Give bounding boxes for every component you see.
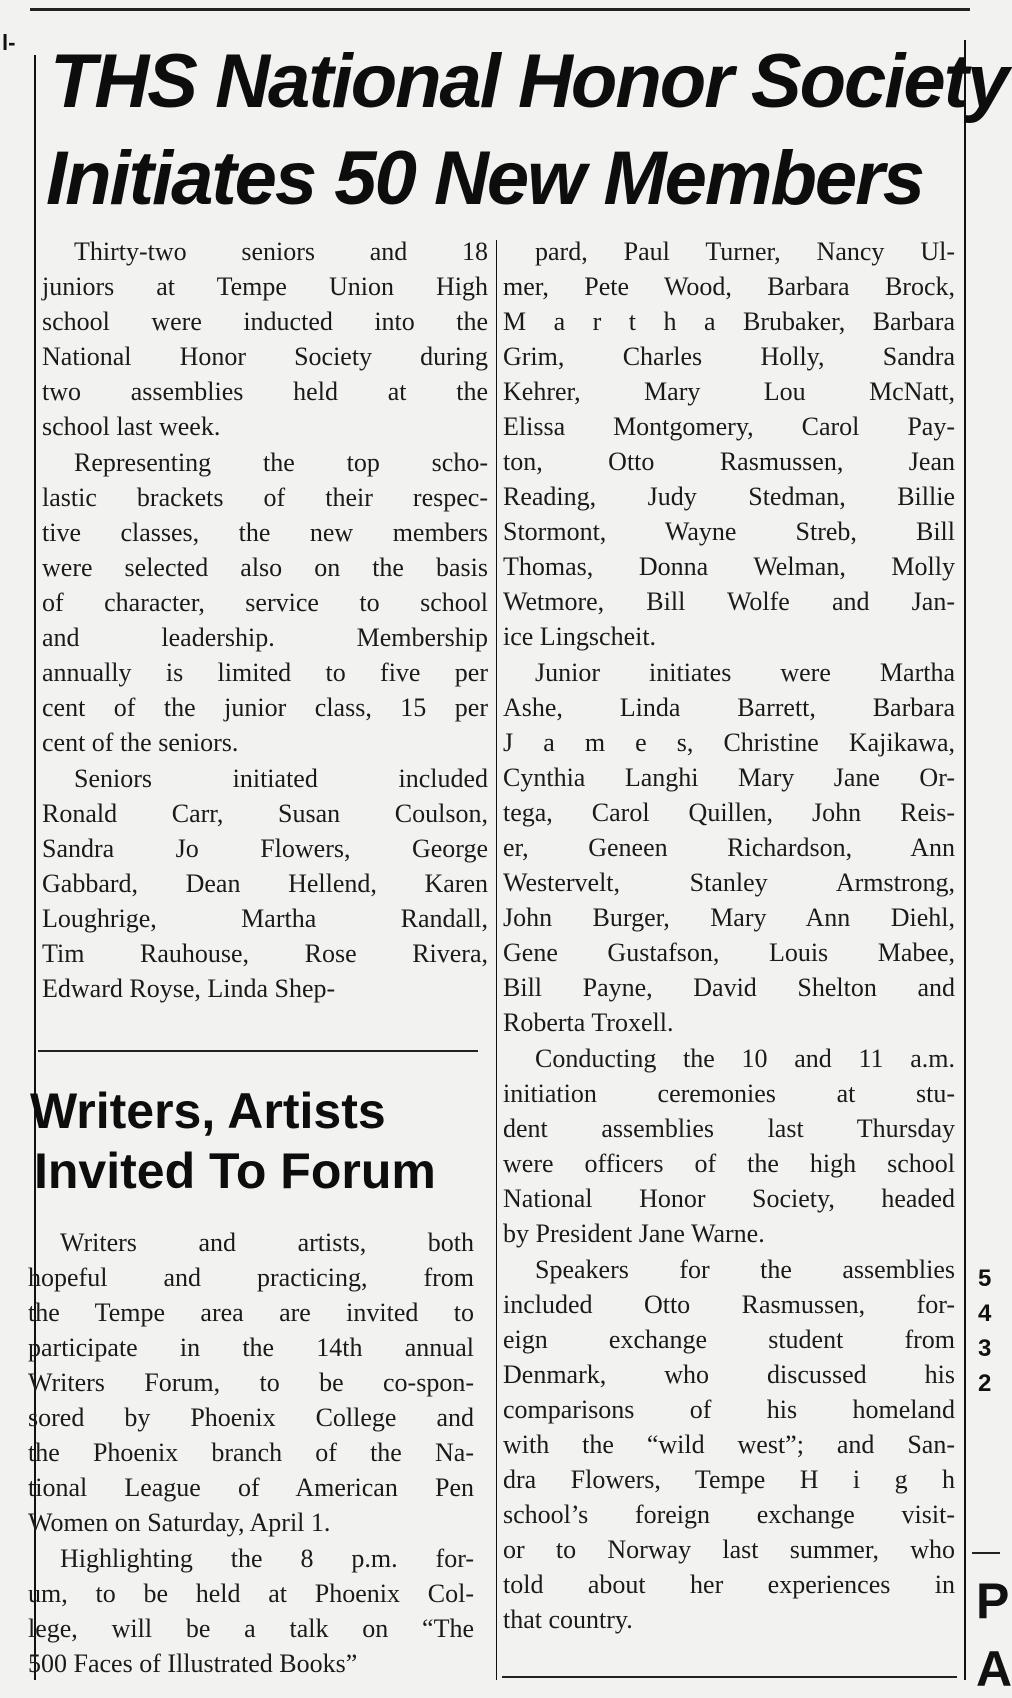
text-line: pard, Paul Turner, Nancy Ul- xyxy=(535,237,955,266)
text-line: the Phoenix branch of the Na- xyxy=(28,1438,474,1467)
main-article-left-column xyxy=(42,234,488,1007)
paragraph xyxy=(28,1541,474,1681)
paragraph xyxy=(42,761,488,1006)
text-line: J a m e s, Christine Kajikawa, xyxy=(503,728,955,757)
text-line: by President Jane Warne. xyxy=(503,1219,765,1248)
text-line: with the “wild west”; and San- xyxy=(503,1430,955,1459)
right-edge-number: 5 xyxy=(978,1265,992,1292)
text-line: tega, Carol Quillen, John Reis- xyxy=(503,798,955,827)
text-line: National Honor Society, headed xyxy=(503,1184,955,1213)
text-line: school last week. xyxy=(42,412,221,441)
text-line: tive classes, the new members xyxy=(42,518,488,547)
right-edge-letter: P xyxy=(976,1573,1010,1629)
text-line: told about her experiences in xyxy=(503,1570,955,1599)
text-line: the Tempe area are invited to xyxy=(28,1298,474,1327)
text-line: Elissa Montgomery, Carol Pay- xyxy=(503,412,955,441)
text-line: tional League of American Pen xyxy=(28,1473,474,1502)
text-line: mer, Pete Wood, Barbara Brock, xyxy=(503,272,955,301)
paragraph xyxy=(503,1252,955,1637)
text-line: ice Lingscheit. xyxy=(503,622,657,651)
margin-rule xyxy=(972,1552,1000,1554)
text-line: Bill Payne, David Shelton and xyxy=(503,973,955,1002)
text-line: Thomas, Donna Welman, Molly xyxy=(503,552,955,581)
text-line: school’s foreign exchange visit- xyxy=(503,1500,955,1529)
text-line: Ashe, Linda Barrett, Barbara xyxy=(503,693,955,722)
end-rule xyxy=(502,1676,957,1678)
text-line: Writers Forum, to be co-spon- xyxy=(28,1368,474,1397)
text-line: of character, service to school xyxy=(42,588,488,617)
text-line: participate in the 14th annual xyxy=(28,1333,474,1362)
text-line: school were inducted into the xyxy=(42,307,488,336)
top-rule xyxy=(30,8,970,11)
main-article-right-column xyxy=(503,234,955,1638)
main-headline-line: THS National Honor Society xyxy=(50,39,1008,124)
paragraph xyxy=(28,1225,474,1540)
text-line: dra Flowers, Tempe H i g h xyxy=(503,1465,955,1494)
main-headline-line: Initiates 50 New Members xyxy=(46,136,924,221)
paragraph xyxy=(503,655,955,1040)
text-line: Reading, Judy Stedman, Billie xyxy=(503,482,955,511)
text-line: John Burger, Mary Ann Diehl, xyxy=(503,903,955,932)
text-line: Conducting the 10 and 11 a.m. xyxy=(535,1044,955,1073)
text-line: cent of the seniors. xyxy=(42,728,239,757)
text-line: Women on Saturday, April 1. xyxy=(28,1508,331,1537)
text-line: initiation ceremonies at stu- xyxy=(503,1079,955,1108)
text-line: er, Geneen Richardson, Ann xyxy=(503,833,955,862)
text-line: two assemblies held at the xyxy=(42,377,488,406)
text-line: comparisons of his homeland xyxy=(503,1395,955,1424)
text-line: were selected also on the basis xyxy=(42,553,488,582)
text-line: Loughrige, Martha Randall, xyxy=(42,904,488,933)
paragraph xyxy=(503,234,955,654)
text-line: sored by Phoenix College and xyxy=(28,1403,474,1432)
text-line: juniors at Tempe Union High xyxy=(42,272,488,301)
right-edge-number: 2 xyxy=(978,1370,992,1397)
text-line: Tim Rauhouse, Rose Rivera, xyxy=(42,939,488,968)
paragraph xyxy=(503,1041,955,1251)
text-line: Ronald Carr, Susan Coulson, xyxy=(42,799,488,828)
text-line: Gene Gustafson, Louis Mabee, xyxy=(503,938,955,967)
right-edge-number: 3 xyxy=(978,1335,992,1362)
text-line: Stormont, Wayne Streb, Bill xyxy=(503,517,955,546)
text-line: Westervelt, Stanley Armstrong, xyxy=(503,868,955,897)
text-line: Gabbard, Dean Hellend, Karen xyxy=(42,869,488,898)
paragraph xyxy=(42,445,488,760)
text-line: lege, will be a talk on “The xyxy=(28,1614,474,1643)
right-border xyxy=(964,40,966,1680)
text-line: included Otto Rasmussen, for- xyxy=(503,1290,955,1319)
text-line: Grim, Charles Holly, Sandra xyxy=(503,342,955,371)
text-line: Cynthia Langhi Mary Jane Or- xyxy=(503,763,955,792)
text-line: were officers of the high school xyxy=(503,1149,955,1178)
text-line: Sandra Jo Flowers, George xyxy=(42,834,488,863)
text-line: ton, Otto Rasmussen, Jean xyxy=(503,447,955,476)
text-line: Edward Royse, Linda Shep- xyxy=(42,974,336,1003)
text-line: M a r t h a Brubaker, Barbara xyxy=(503,307,955,336)
text-line: or to Norway last summer, who xyxy=(503,1535,955,1564)
text-line: Writers and artists, both xyxy=(60,1228,474,1257)
text-line: Highlighting the 8 p.m. for- xyxy=(60,1544,474,1573)
text-line: cent of the junior class, 15 per xyxy=(42,693,488,722)
text-line: hopeful and practicing, from xyxy=(28,1263,474,1292)
text-line: lastic brackets of their respec- xyxy=(42,483,488,512)
forum-headline-line: Writers, Artists xyxy=(30,1083,386,1139)
text-line: Junior initiates were Martha xyxy=(535,658,955,687)
text-line: Denmark, who discussed his xyxy=(503,1360,955,1389)
paragraph xyxy=(42,234,488,444)
text-line: Roberta Troxell. xyxy=(503,1008,674,1037)
right-edge-number: 4 xyxy=(978,1300,992,1327)
forum-headline-line: Invited To Forum xyxy=(34,1143,436,1199)
text-line: that country. xyxy=(503,1605,633,1634)
column-divider xyxy=(496,240,497,1680)
text-line: Speakers for the assemblies xyxy=(535,1255,955,1284)
text-line: dent assemblies last Thursday xyxy=(503,1114,955,1143)
text-line: eign exchange student from xyxy=(503,1325,955,1354)
text-line: Wetmore, Bill Wolfe and Jan- xyxy=(503,587,955,616)
left-edge-fragment: l- xyxy=(2,30,16,55)
text-line: 500 Faces of Illustrated Books” xyxy=(28,1649,358,1678)
text-line: annually is limited to five per xyxy=(42,658,488,687)
text-line: National Honor Society during xyxy=(42,342,488,371)
right-edge-letter: A xyxy=(976,1641,1012,1697)
text-line: and leadership. Membership xyxy=(42,623,488,652)
text-line: Seniors initiated included xyxy=(74,764,488,793)
forum-separator-rule xyxy=(38,1050,478,1052)
text-line: Representing the top scho- xyxy=(74,448,488,477)
text-line: um, to be held at Phoenix Col- xyxy=(28,1579,474,1608)
text-line: Kehrer, Mary Lou McNatt, xyxy=(503,377,955,406)
forum-article-column xyxy=(28,1225,474,1682)
text-line: Thirty-two seniors and 18 xyxy=(74,237,488,266)
